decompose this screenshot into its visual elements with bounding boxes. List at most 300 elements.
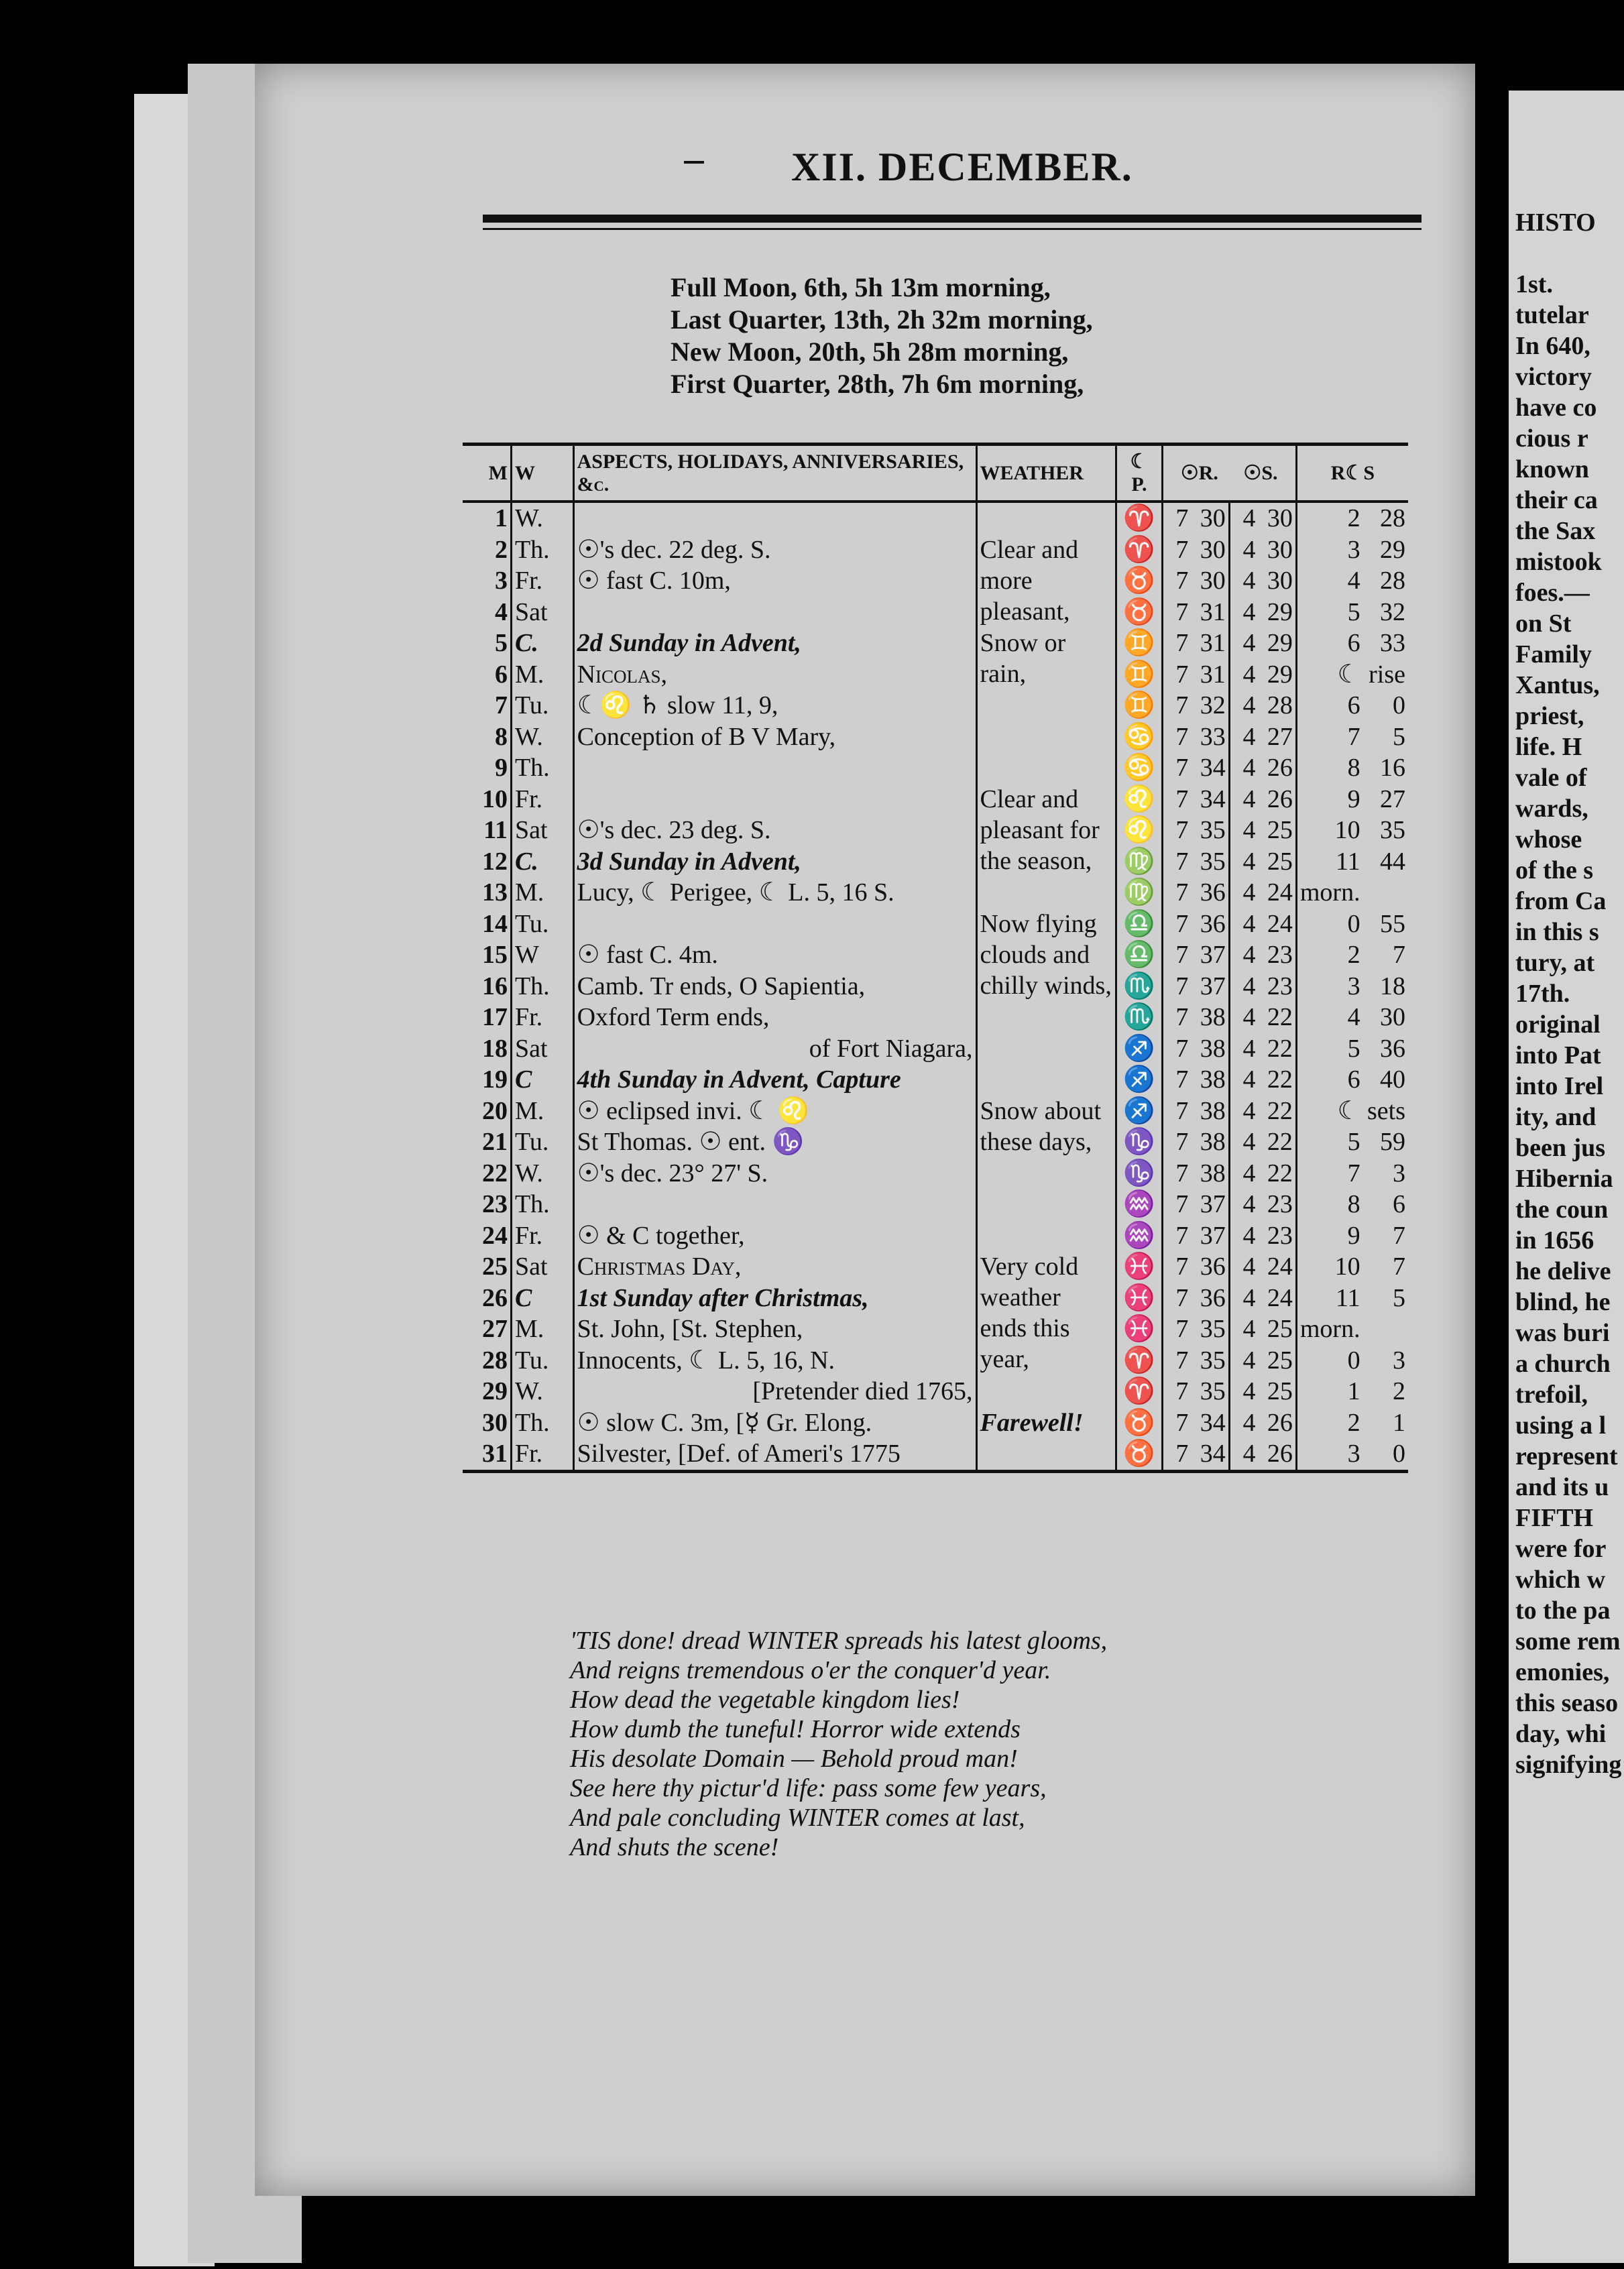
- day-number: 2: [463, 534, 511, 566]
- sun-rise-min: 35: [1191, 1314, 1229, 1345]
- poem-line: See here thy pictur'd life: pass some few years,: [570, 1774, 1047, 1802]
- aspect-text: Christmas Day,: [573, 1251, 976, 1283]
- weekday: Th.: [511, 752, 573, 784]
- sun-set-min: 22: [1259, 1126, 1297, 1158]
- sun-set-hour: 4: [1242, 1096, 1256, 1125]
- adjacent-page-line: 17th.: [1515, 980, 1570, 1008]
- moon-rs-min: 33: [1380, 629, 1405, 658]
- adjacent-page-line: 1st.: [1515, 270, 1553, 298]
- sun-rise-min: 35: [1191, 1376, 1229, 1407]
- sun-set-min: 25: [1259, 1376, 1297, 1407]
- moon-sign: ♉: [1116, 1438, 1162, 1471]
- sun-set-hour: 4: [1242, 629, 1256, 658]
- day-number: 21: [463, 1126, 511, 1158]
- sun-rise-min: 38: [1191, 1096, 1229, 1127]
- moon-rs-hour: 2: [1347, 504, 1360, 533]
- table-row: [463, 1126, 1408, 1158]
- weather-note: Very cold weather ends this year,: [976, 1251, 1116, 1407]
- moon-phase-1: Full Moon, 6th, 5h 13m morning,: [671, 272, 1051, 302]
- day-number: 9: [463, 752, 511, 784]
- weekday: Sat: [511, 815, 573, 846]
- sun-set-hour: 4: [1229, 1438, 1258, 1471]
- sun-set-hour: 4: [1242, 597, 1256, 626]
- table-row: [463, 628, 1408, 659]
- weekday: W.: [511, 721, 573, 753]
- adjacent-page-line: represent: [1515, 1442, 1618, 1470]
- table-row: [463, 565, 1408, 597]
- sun-set-min: 23: [1259, 1189, 1297, 1220]
- aspect-text: ☉ eclipsed invi. ☾ ♌: [573, 1096, 976, 1127]
- sun-rise-hour: 7: [1175, 1283, 1189, 1312]
- table-row: [463, 1096, 1408, 1127]
- moon-rs-min: 55: [1380, 909, 1405, 938]
- weather-note: Farewell!: [976, 1407, 1116, 1439]
- sun-rise-hour: 7: [1175, 1034, 1189, 1063]
- weekday: M.: [511, 1314, 573, 1345]
- day-number: 4: [463, 597, 511, 628]
- day-number: 5: [463, 628, 511, 659]
- sun-rise-min: 33: [1191, 721, 1229, 753]
- day-number: 29: [463, 1376, 511, 1407]
- sun-rise-min: 34: [1191, 1438, 1229, 1471]
- sun-rise-hour: 7: [1175, 816, 1189, 845]
- sun-rise-hour: 7: [1175, 567, 1189, 595]
- sun-set-min: 22: [1259, 1096, 1297, 1127]
- adjacent-page-line: he delive: [1515, 1257, 1611, 1285]
- moon-sign: ♌: [1116, 815, 1162, 846]
- adjacent-page-line: whose: [1515, 825, 1582, 854]
- weekday: Tu.: [511, 1345, 573, 1377]
- adjacent-page-line: using a l: [1515, 1411, 1607, 1440]
- moon-sign: ♐: [1116, 1096, 1162, 1127]
- adjacent-page-line: vale of: [1515, 764, 1587, 792]
- table-row: [463, 1345, 1408, 1377]
- moon-rs-hour: ☾: [1337, 1096, 1360, 1125]
- moon-rs-min: 6: [1393, 1190, 1405, 1219]
- adjacent-page-line: of the s: [1515, 856, 1594, 884]
- aspect-text: ☉'s dec. 23 deg. S.: [573, 815, 976, 846]
- adjacent-page: [1509, 91, 1624, 2263]
- moon-sign: ♉: [1116, 597, 1162, 628]
- adjacent-page-line: Xantus,: [1515, 671, 1600, 699]
- sun-set-min: 23: [1259, 939, 1297, 971]
- adjacent-page-line: cious r: [1515, 424, 1588, 453]
- moon-sign: ♍: [1116, 846, 1162, 878]
- adjacent-page-line: which w: [1515, 1566, 1606, 1594]
- sun-rise-hour: 7: [1175, 1003, 1189, 1032]
- header-month-day: M: [463, 445, 511, 502]
- adjacent-page-line: tury, at: [1515, 949, 1595, 977]
- aspect-text: 1st Sunday after Christmas,: [573, 1283, 976, 1314]
- moon-rs-min: 5: [1393, 1283, 1405, 1312]
- day-number: 27: [463, 1314, 511, 1345]
- weekday: Fr.: [511, 565, 573, 597]
- sun-set-min: 27: [1259, 721, 1297, 753]
- header-weather: WEATHER: [976, 445, 1116, 502]
- sun-set-min: 29: [1259, 659, 1297, 691]
- moon-rs-hour: 11: [1335, 1283, 1360, 1312]
- sun-set-hour: 4: [1242, 878, 1256, 907]
- weekday: C: [511, 1283, 573, 1314]
- moon-phase-3: New Moon, 20th, 5h 28m morning,: [671, 337, 1069, 367]
- table-row: [463, 909, 1408, 940]
- table-row: [463, 1064, 1408, 1096]
- aspect-text: St. John, [St. Stephen,: [573, 1314, 976, 1345]
- sun-set-hour: 4: [1242, 1315, 1256, 1344]
- sun-set-hour: 4: [1242, 504, 1256, 533]
- weekday: Th.: [511, 971, 573, 1002]
- adjacent-page-line: some rem: [1515, 1627, 1621, 1655]
- calendar-table: [463, 443, 1408, 1473]
- table-row: [463, 784, 1408, 815]
- day-number: 26: [463, 1283, 511, 1314]
- sun-set-min: 25: [1259, 1345, 1297, 1377]
- sun-rise-hour: 7: [1175, 535, 1189, 564]
- aspect-text: ☾♌ ♄ slow 11, 9,: [573, 690, 976, 721]
- moon-sign: ♉: [1116, 565, 1162, 597]
- moon-rs-hour: 8: [1347, 754, 1360, 782]
- header-week-day: W: [511, 445, 573, 502]
- sun-rise-hour: 7: [1175, 1221, 1189, 1250]
- aspect-text: Oxford Term ends,: [573, 1002, 976, 1033]
- aspect-text: 3d Sunday in Advent,: [573, 846, 976, 878]
- weather-note: [976, 1438, 1116, 1471]
- sun-set-min: 25: [1259, 846, 1297, 878]
- moon-sign: ♒: [1116, 1189, 1162, 1220]
- weekday: M.: [511, 877, 573, 909]
- header-sun-rises-sets: [1162, 445, 1296, 502]
- day-number: 16: [463, 971, 511, 1002]
- moon-rs-min: 44: [1380, 847, 1405, 876]
- moon-rs-hour: 8: [1347, 1190, 1360, 1219]
- table-row: [463, 1002, 1408, 1033]
- moon-rs-hour: 0: [1347, 1346, 1360, 1375]
- poem-line: 'TIS done! dread WINTER spreads his latest glooms,: [570, 1627, 1108, 1655]
- weather-note: Clear and pleasant for the season,: [976, 784, 1116, 909]
- moon-rs-hour: 5: [1347, 1034, 1360, 1063]
- moon-sign: ♌: [1116, 784, 1162, 815]
- weekday: W.: [511, 502, 573, 534]
- weekday: Fr.: [511, 1220, 573, 1252]
- aspect-text: Innocents, ☾ L. 5, 16, N.: [573, 1345, 976, 1377]
- aspect-text: ☉ fast C. 10m,: [573, 565, 976, 597]
- sun-set-min: 22: [1259, 1002, 1297, 1033]
- sun-set-hour: 4: [1242, 1346, 1256, 1375]
- moon-rs-min: 16: [1380, 754, 1405, 782]
- moon-sign: ♉: [1116, 1407, 1162, 1439]
- aspect-text: [573, 909, 976, 940]
- table-row: [463, 502, 1408, 534]
- table-row: [463, 1376, 1408, 1407]
- sun-set-hour: 4: [1242, 1065, 1256, 1094]
- sun-set-hour: 4: [1242, 660, 1256, 689]
- day-number: 10: [463, 784, 511, 815]
- moon-rs-min: 28: [1380, 504, 1405, 533]
- sun-rise-min: 31: [1191, 597, 1229, 628]
- weekday: Tu.: [511, 1126, 573, 1158]
- sun-set-min: 25: [1259, 815, 1297, 846]
- weekday: Tu.: [511, 690, 573, 721]
- aspect-text: ☉'s dec. 22 deg. S.: [573, 534, 976, 566]
- sun-rise-hour: 7: [1175, 1408, 1189, 1437]
- moon-rs-hour: 1: [1347, 1377, 1360, 1406]
- header-moon-place: ☾ P.: [1116, 445, 1162, 502]
- page-title: XII. DECEMBER.: [791, 145, 1133, 189]
- header-moon-rises-sets: R☾S: [1296, 445, 1408, 502]
- sun-set-hour: 4: [1242, 722, 1256, 751]
- sun-rise-hour: 7: [1175, 1159, 1189, 1187]
- adjacent-page-line: victory: [1515, 363, 1592, 391]
- poem: [570, 1626, 1107, 1862]
- sun-set-hour: 4: [1242, 1159, 1256, 1187]
- aspect-text: St Thomas. ☉ ent. ♑: [573, 1126, 976, 1158]
- moon-sign: ♊: [1116, 628, 1162, 659]
- moon-rs-hour: 5: [1347, 1128, 1360, 1157]
- adjacent-page-line: into Irel: [1515, 1072, 1604, 1100]
- table-row: [463, 1283, 1408, 1314]
- sun-rise-hour: 7: [1175, 660, 1189, 689]
- weekday: Tu.: [511, 909, 573, 940]
- table-row: [463, 659, 1408, 691]
- moon-sign: ♑: [1116, 1126, 1162, 1158]
- moon-rs-min: 3: [1393, 1346, 1405, 1375]
- weekday: M.: [511, 659, 573, 691]
- table-row: [463, 1033, 1408, 1065]
- sun-rise-min: 37: [1191, 971, 1229, 1002]
- day-number: 13: [463, 877, 511, 909]
- sun-set-hour: 4: [1242, 1408, 1256, 1437]
- adjacent-page-line: into Pat: [1515, 1041, 1601, 1069]
- moon-phase-2: Last Quarter, 13th, 2h 32m morning,: [671, 304, 1093, 335]
- moon-rs-min: 7: [1393, 1221, 1405, 1250]
- sun-set-min: 24: [1259, 1251, 1297, 1283]
- adjacent-page-line: was buri: [1515, 1319, 1610, 1347]
- moon-sign: ♋: [1116, 752, 1162, 784]
- weekday: C: [511, 1064, 573, 1096]
- moon-rs-hour: 2: [1347, 941, 1360, 970]
- sun-rise-hour: 7: [1162, 1438, 1191, 1471]
- weekday: Th.: [511, 1407, 573, 1439]
- sun-rise-hour: 7: [1175, 784, 1189, 813]
- sun-rise-hour: 7: [1175, 1253, 1189, 1281]
- weather-note: [976, 1189, 1116, 1251]
- moon-rs-min: 32: [1380, 597, 1405, 626]
- day-number: 28: [463, 1345, 511, 1377]
- day-number: 23: [463, 1189, 511, 1220]
- sun-rise-min: 35: [1191, 846, 1229, 878]
- weekday: W: [511, 939, 573, 971]
- aspect-text: [573, 752, 976, 784]
- aspect-text: ☉'s dec. 23° 27' S.: [573, 1158, 976, 1189]
- adjacent-page-line: blind, he: [1515, 1288, 1611, 1316]
- sun-rise-min: 37: [1191, 1220, 1229, 1252]
- sun-set-hour: 4: [1242, 1253, 1256, 1281]
- moon-rs-min: 30: [1380, 1003, 1405, 1032]
- moon-rs-hour: 10: [1334, 1253, 1360, 1281]
- weekday: Sat: [511, 1033, 573, 1065]
- adjacent-page-line: mistook: [1515, 548, 1602, 576]
- poem-line: And reigns tremendous o'er the conquer'd year.: [570, 1656, 1051, 1684]
- day-number: 1: [463, 502, 511, 534]
- moon-rs-hour: 9: [1347, 784, 1360, 813]
- weekday: W.: [511, 1158, 573, 1189]
- adjacent-page-line: life. H: [1515, 733, 1582, 761]
- sun-set-hour: 4: [1242, 941, 1256, 970]
- moon-sign: ♏: [1116, 971, 1162, 1002]
- weather-note: [976, 1033, 1116, 1096]
- adjacent-page-line: on St: [1515, 609, 1572, 638]
- aspect-text: [573, 1189, 976, 1220]
- moon-sign: ♓: [1116, 1314, 1162, 1345]
- sun-set-min: 24: [1259, 1283, 1297, 1314]
- sun-set-hour: 4: [1242, 909, 1256, 938]
- moon-rs-min: 7: [1393, 1253, 1405, 1281]
- sun-set-min: 22: [1259, 1158, 1297, 1189]
- moon-rs-min: 28: [1380, 567, 1405, 595]
- sun-rise-hour: 7: [1175, 1346, 1189, 1375]
- sun-set-min: 29: [1259, 628, 1297, 659]
- adjacent-page-line: a church: [1515, 1350, 1611, 1378]
- sun-rise-min: 38: [1191, 1064, 1229, 1096]
- moon-rs-min: 40: [1380, 1065, 1405, 1094]
- poem-line: His desolate Domain — Behold proud man!: [570, 1745, 1018, 1773]
- sun-set-hour: 4: [1242, 754, 1256, 782]
- adjacent-page-line: in this s: [1515, 918, 1599, 946]
- adjacent-page-line: Family: [1515, 640, 1592, 668]
- sun-set-hour: 4: [1242, 972, 1256, 1000]
- table-row: [463, 721, 1408, 753]
- moon-sign: ♊: [1116, 690, 1162, 721]
- sun-set-hour: 4: [1242, 847, 1256, 876]
- moon-rs-hour: 0: [1347, 909, 1360, 938]
- sun-rise-hour: 7: [1175, 1377, 1189, 1406]
- adjacent-page-line: priest,: [1515, 702, 1584, 730]
- sun-rise-hour: 7: [1175, 878, 1189, 907]
- adjacent-page-line: wards,: [1515, 795, 1588, 823]
- table-row: [463, 1220, 1408, 1252]
- adjacent-page-line: from Ca: [1515, 887, 1607, 915]
- sun-set-min: 24: [1259, 909, 1297, 940]
- day-number: 3: [463, 565, 511, 597]
- day-number: 18: [463, 1033, 511, 1065]
- sun-set-min: 25: [1259, 1314, 1297, 1345]
- moon-sign: ♏: [1116, 1002, 1162, 1033]
- aspect-text: 4th Sunday in Advent, Capture: [573, 1064, 976, 1096]
- day-number: 20: [463, 1096, 511, 1127]
- moon-rs-hour: 3: [1347, 972, 1360, 1000]
- aspect-text: ☉ & C together,: [573, 1220, 976, 1252]
- moon-rs-min: 59: [1380, 1128, 1405, 1157]
- weekday: Th.: [511, 534, 573, 566]
- moon-rs-min: 5: [1393, 722, 1405, 751]
- moon-rs-min: 0: [1393, 691, 1405, 720]
- sun-rise-hour: 7: [1175, 1315, 1189, 1344]
- moon-sign: ♈: [1116, 534, 1162, 566]
- sun-set-hour: 4: [1242, 1190, 1256, 1219]
- day-number: 30: [463, 1407, 511, 1439]
- sun-rise-hour: 7: [1175, 847, 1189, 876]
- adjacent-page-line: in 1656: [1515, 1226, 1594, 1255]
- sun-rise-min: 34: [1191, 1407, 1229, 1439]
- moon-rs-min: 2: [1393, 1377, 1405, 1406]
- weekday: C.: [511, 846, 573, 878]
- aspect-text: Lucy, ☾ Perigee, ☾ L. 5, 16 S.: [573, 877, 976, 909]
- poem-line: And pale concluding WINTER comes at last,: [570, 1804, 1025, 1832]
- sun-set-min: 30: [1259, 534, 1297, 566]
- moon-rs-hour: 7: [1347, 1159, 1360, 1187]
- moon-rs-min: 1: [1393, 1408, 1405, 1437]
- table-row: [463, 939, 1408, 971]
- sun-set-min: 26: [1259, 1438, 1297, 1471]
- title-rule-thin: [483, 228, 1422, 230]
- moon-rs-hour: 7: [1347, 722, 1360, 751]
- table-row: [463, 534, 1408, 566]
- sun-set-hour: 4: [1242, 535, 1256, 564]
- sun-set-hour: 4: [1242, 1377, 1256, 1406]
- moon-sign: ♐: [1116, 1033, 1162, 1065]
- moon-rs-hour: 3: [1347, 535, 1360, 564]
- adjacent-page-line: FIFTH: [1515, 1504, 1594, 1532]
- aspect-text: of Fort Niagara,: [573, 1033, 976, 1065]
- weekday: Fr.: [511, 784, 573, 815]
- aspect-text: ☉ fast C. 4m.: [573, 939, 976, 971]
- sun-set-hour: 4: [1242, 1221, 1256, 1250]
- sun-rise-hour: 7: [1175, 1065, 1189, 1094]
- sun-rise-min: 35: [1191, 815, 1229, 846]
- sun-rise-hour: 7: [1175, 1096, 1189, 1125]
- adjacent-page-line: original: [1515, 1010, 1601, 1039]
- sun-set-hour: 4: [1242, 816, 1256, 845]
- adjacent-page-line: foes.—: [1515, 579, 1590, 607]
- day-number: 24: [463, 1220, 511, 1252]
- adjacent-page-line: day, whi: [1515, 1720, 1607, 1748]
- moon-rs-hour: 11: [1335, 847, 1360, 876]
- adjacent-page-line: been jus: [1515, 1134, 1606, 1162]
- sun-rise-min: 36: [1191, 1251, 1229, 1283]
- table-row: [463, 1407, 1408, 1439]
- weather-note: Now flying clouds and chilly winds,: [976, 909, 1116, 1033]
- weekday: C.: [511, 628, 573, 659]
- day-number: 8: [463, 721, 511, 753]
- table-row: [463, 690, 1408, 721]
- sun-set-min: 26: [1259, 784, 1297, 815]
- weather-note: Snow or rain,: [976, 628, 1116, 721]
- weather-note: [976, 721, 1116, 784]
- header-sun-sets: ☉S.: [1243, 462, 1278, 484]
- table-header-row: [463, 445, 1408, 502]
- moon-rs-hour: 6: [1347, 691, 1360, 720]
- moon-rs-min: 29: [1380, 535, 1405, 564]
- table-row: [463, 846, 1408, 878]
- sun-set-hour: 4: [1242, 1003, 1256, 1032]
- adjacent-page-line: and its u: [1515, 1473, 1609, 1501]
- poem-line: How dead the vegetable kingdom lies!: [570, 1686, 960, 1714]
- sun-set-hour: 4: [1242, 1034, 1256, 1063]
- sun-rise-hour: 7: [1175, 1190, 1189, 1219]
- moon-rs-min: 35: [1380, 816, 1405, 845]
- sun-set-hour: 4: [1242, 1128, 1256, 1157]
- moon-rs-hour: 10: [1334, 816, 1360, 845]
- header-sun-rises: ☉R.: [1180, 462, 1218, 484]
- day-number: 17: [463, 1002, 511, 1033]
- sun-set-min: 24: [1259, 877, 1297, 909]
- sun-rise-min: 36: [1191, 877, 1229, 909]
- poem-line: And shuts the scene!: [570, 1833, 779, 1861]
- sun-set-min: 23: [1259, 1220, 1297, 1252]
- adjacent-page-line: ity, and: [1515, 1103, 1597, 1131]
- sun-rise-hour: 7: [1175, 754, 1189, 782]
- sun-set-hour: 4: [1242, 691, 1256, 720]
